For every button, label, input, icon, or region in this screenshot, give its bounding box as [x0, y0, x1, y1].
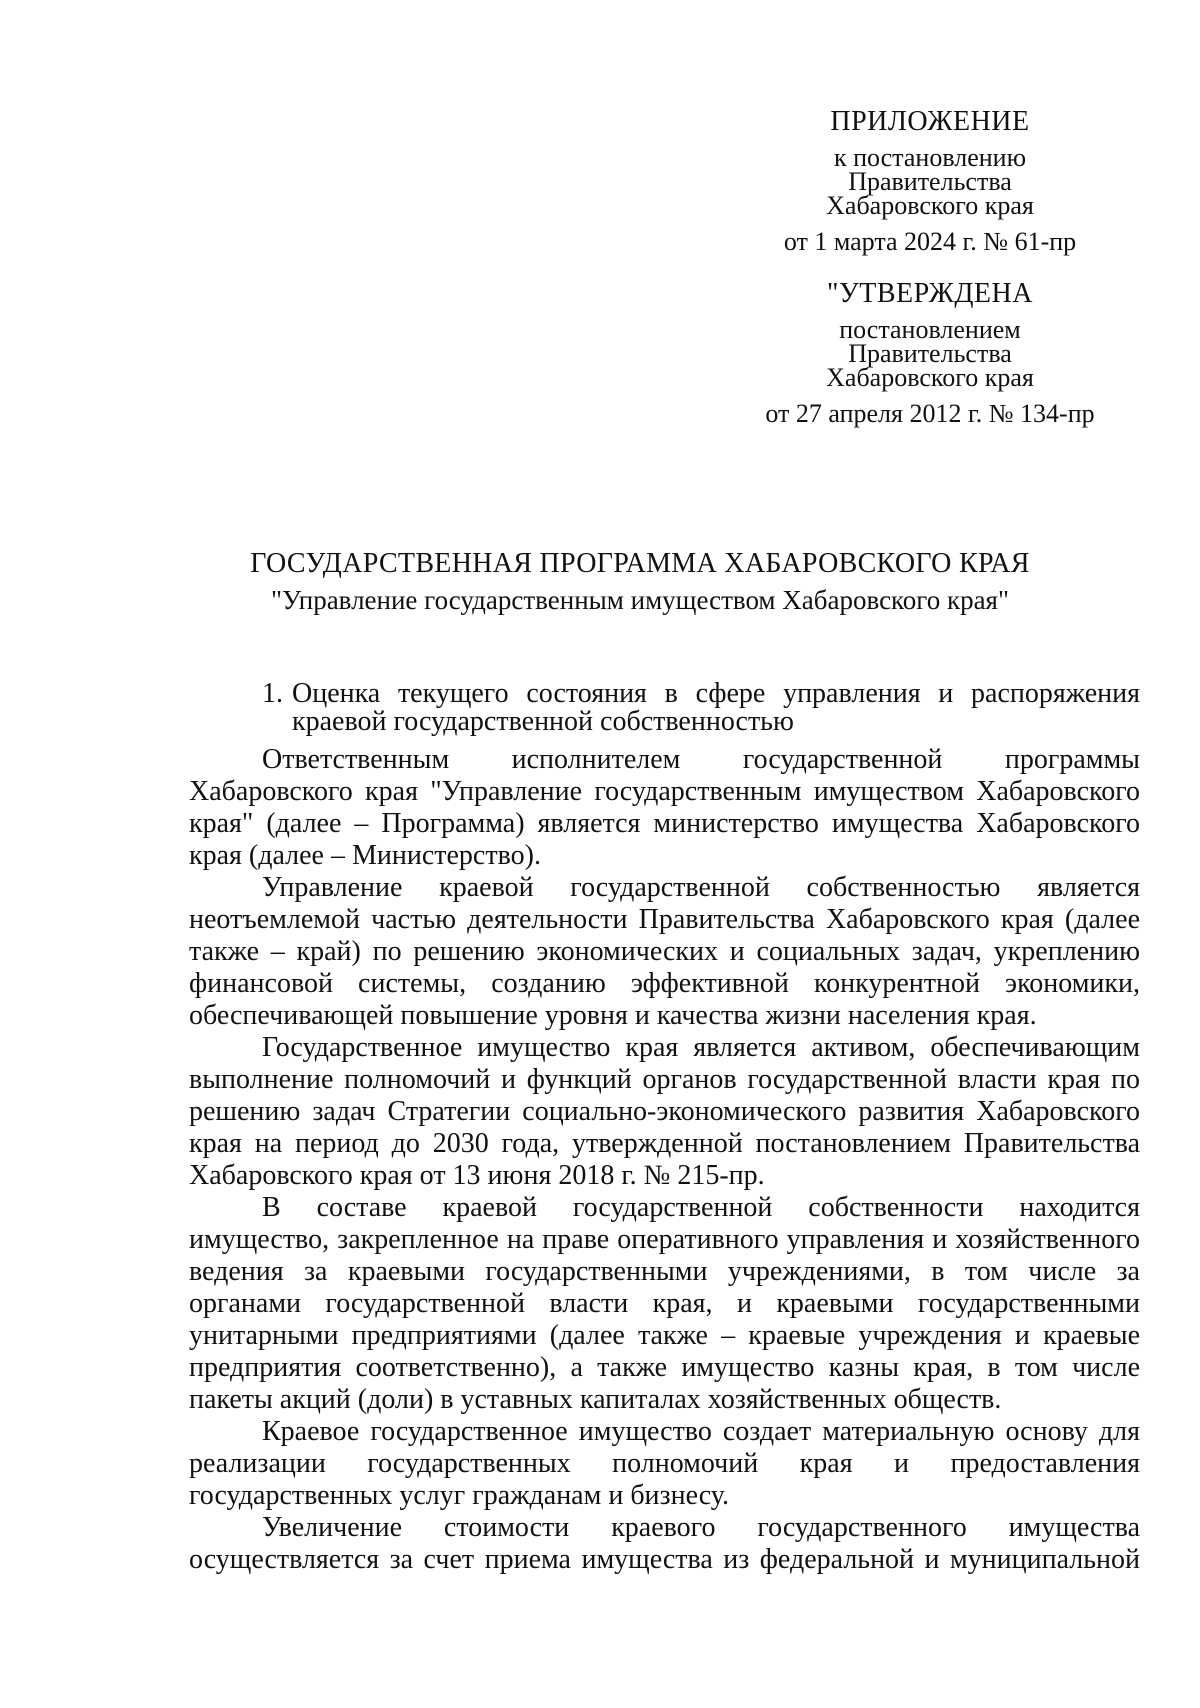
paragraph: Увеличение стоимости краевого государственного имущества осуществляется за счет приема имущества из федеральной и муниципальной [189, 1512, 1140, 1575]
section-number: 1. [262, 678, 283, 709]
paragraph: Государственное имущество края является активом, обеспечивающим выполнение полномочий и функций органов государственной власти края по решению задач Стратегии социально-экономического развития Хабаровского края на период до 2030 года, утвержденной постановлением Правительства Хабаровского края от 13 июня 2018 г. № 215-пр. [189, 1032, 1140, 1191]
paragraph: Управление краевой государственной собственностью является неотъемлемой частью деятельности Правительства Хабаровского края (далее также – край) по решению экономических и социальных задач, укреплению финансовой системы, созданию эффективной конкурентной экономики, обеспечивающей повышение уровня и качества жизни населения края. [189, 872, 1140, 1031]
section-body [189, 744, 1140, 1576]
appendix-date: от 1 марта 2024 г. № 61-пр [783, 227, 1077, 256]
approved-heading: "УТВЕРЖДЕНА [827, 278, 1033, 309]
approved-block [740, 278, 1120, 428]
approved-line-1: постановлением [839, 315, 1021, 344]
paragraph: Краевое государственное имущество создает материальную основу для реализации государственных полномочий края и предоставления государственных услуг гражданам и бизнесу. [189, 1416, 1140, 1511]
section-heading-text: Оценка текущего состояния в сфере управления и распоряжения краевой государственной собственностью [292, 678, 1140, 737]
appendix-line-1: к постановлению [833, 143, 1027, 172]
appendix-heading: ПРИЛОЖЕНИЕ [830, 106, 1030, 137]
approved-date: от 27 апреля 2012 г. № 134-пр [765, 399, 1095, 428]
appendix-line-2: Правительства [848, 167, 1012, 196]
appendix-line-3: Хабаровского края [826, 191, 1034, 220]
section-heading [262, 680, 1140, 736]
paragraph: В составе краевой государственной собственности находится имущество, закрепленное на праве оперативного управления и хозяйственного ведения за краевыми государственными учреждениями, в том числе за органами государственной власти края, и краевыми государственными унитарными предприятиями (далее также – краевые учреждения и краевые предприятия соответственно), а также имущество казны края, в том числе пакеты акций (доли) в уставных капиталах хозяйственных обществ. [189, 1192, 1140, 1415]
approved-line-3: Хабаровского края [826, 363, 1034, 392]
approved-line-2: Правительства [848, 339, 1012, 368]
paragraph: Ответственным исполнителем государственной программы Хабаровского края "Управление государственным имуществом Хабаровского края" (далее – Программа) является министерство имущества Хабаровского края (далее – Министерство). [189, 744, 1140, 871]
program-title: ГОСУДАРСТВЕННАЯ ПРОГРАММА ХАБАРОВСКОГО КРАЯ [250, 548, 1030, 579]
appendix-block [740, 106, 1120, 256]
program-subtitle: "Управление государственным имуществом Хабаровского края" [270, 585, 1009, 615]
program-title-block [160, 548, 1120, 616]
